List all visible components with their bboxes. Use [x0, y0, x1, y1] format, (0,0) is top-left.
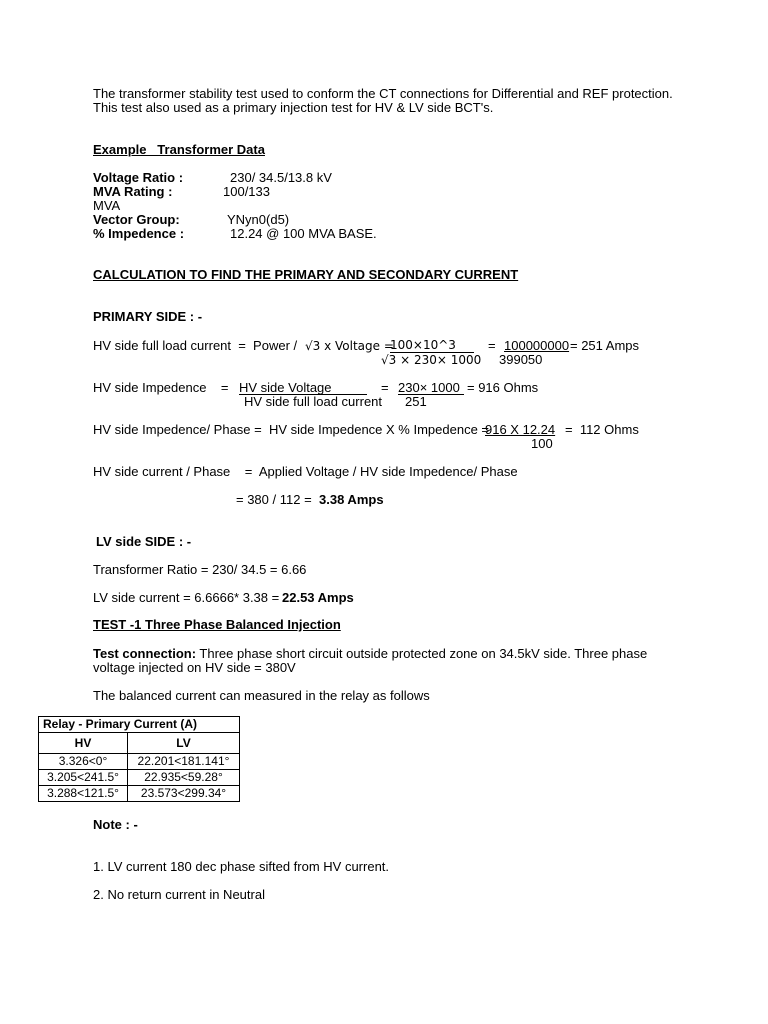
hv-flc-result: = 251 Amps: [570, 338, 640, 353]
hv-flc-numerator: 100×10^3: [390, 339, 474, 353]
hv-impedence-numerator-2: 230× 1000: [398, 381, 464, 395]
hv-flc-result-denominator: 399050: [499, 352, 543, 367]
relay-current-table: [38, 716, 240, 802]
voltage-ratio-label: Voltage Ratio :: [93, 170, 184, 185]
hv-impedence-denominator: HV side full load current: [244, 394, 383, 409]
example-heading: Example Transformer Data: [93, 142, 265, 157]
intro-line-1: The transformer stability test used to conform the CT connections for Differential and REF protection.: [93, 86, 673, 101]
impedence-label: % Impedence :: [93, 226, 185, 241]
hv-impedence-label: HV side Impedence =: [93, 380, 229, 395]
hv-flc-equals: =: [488, 338, 496, 353]
primary-side-heading: PRIMARY SIDE : -: [93, 309, 203, 324]
vector-group-label: Vector Group:: [93, 212, 180, 227]
balanced-current-text: The balanced current can measured in the relay as follows: [93, 688, 430, 703]
lv-current-result: 22.53 Amps: [282, 590, 354, 605]
calculation-heading: CALCULATION TO FIND THE PRIMARY AND SECONDARY CURRENT: [93, 267, 519, 282]
intro-line-2: This test also used as a primary injection test for HV & LV side BCT's.: [93, 100, 494, 115]
vector-group-value: YNyn0(d5): [227, 212, 290, 227]
mva-rating-value: 100/133: [223, 184, 270, 199]
hv-current-phase-calc: = 380 / 112 =: [236, 492, 312, 507]
table-title-row: [39, 717, 240, 733]
hv-impedence-phase-label: HV side Impedence/ Phase = HV side Impedence X % Impedence =: [93, 422, 490, 437]
note-heading: Note : -: [93, 817, 138, 832]
hv-impedence-result: = 916 Ohms: [467, 380, 539, 395]
note-item-1: 1. LV current 180 dec phase sifted from HV current.: [93, 859, 390, 874]
hv-current-phase-label: HV side current / Phase = Applied Voltage / HV side Impedence/ Phase: [93, 464, 518, 479]
column-header-lv: LV: [128, 733, 240, 754]
test1-heading: TEST -1 Three Phase Balanced Injection: [93, 617, 341, 632]
column-header-hv: HV: [39, 733, 128, 754]
mva-rating-label: MVA Rating :: [93, 184, 173, 199]
voltage-ratio-value: 230/ 34.5/13.8 kV: [230, 170, 332, 185]
test-connection-text: Three phase short circuit outside protected zone on 34.5kV side. Three phase: [196, 646, 648, 661]
hv-flc-formula: √3 x Voltage =: [305, 339, 394, 353]
hv-impedence-phase-numerator: 916 X 12.24: [485, 422, 556, 437]
hv-flc-label: HV side full load current = Power /: [93, 338, 298, 353]
hv-flc-denominator: √3 × 230× 1000: [381, 353, 482, 367]
table-cell-lv: 22.201<181.141°: [128, 754, 240, 770]
table-cell-hv: 3.205<241.5°: [39, 770, 128, 786]
table-row: [39, 754, 240, 770]
hv-impedence-denominator-2: 251: [405, 394, 427, 409]
table-row: [39, 770, 240, 786]
hv-current-phase-result: 3.38 Amps: [319, 492, 384, 507]
table-row: [39, 786, 240, 802]
transformer-ratio: Transformer Ratio = 230/ 34.5 = 6.66: [93, 562, 307, 577]
hv-impedence-equals: =: [381, 380, 389, 395]
hv-impedence-numerator: HV side Voltage: [239, 381, 367, 395]
note-item-2: 2. No return current in Neutral: [93, 887, 265, 902]
table-header-row: [39, 733, 240, 754]
impedence-value: 12.24 @ 100 MVA BASE.: [230, 226, 377, 241]
lv-side-heading: LV side SIDE : -: [96, 534, 192, 549]
mva-unit: MVA: [93, 198, 121, 213]
test-connection-label: Test connection:: [93, 646, 197, 661]
table-cell-hv: 3.326<0°: [39, 754, 128, 770]
table-cell-lv: 23.573<299.34°: [128, 786, 240, 802]
hv-impedence-phase-denominator: 100: [531, 436, 553, 451]
table-cell-lv: 22.935<59.28°: [128, 770, 240, 786]
test-connection-line-2: voltage injected on HV side = 380V: [93, 660, 296, 675]
table-title: Relay - Primary Current (A): [39, 717, 240, 733]
test-connection-line-1: [93, 647, 647, 661]
hv-impedence-phase-result: = 112 Ohms: [565, 422, 639, 437]
lv-current-calc: LV side current = 6.6666* 3.38 =: [93, 590, 280, 605]
hv-flc-result-numerator: 100000000: [504, 338, 570, 353]
table-cell-hv: 3.288<121.5°: [39, 786, 128, 802]
